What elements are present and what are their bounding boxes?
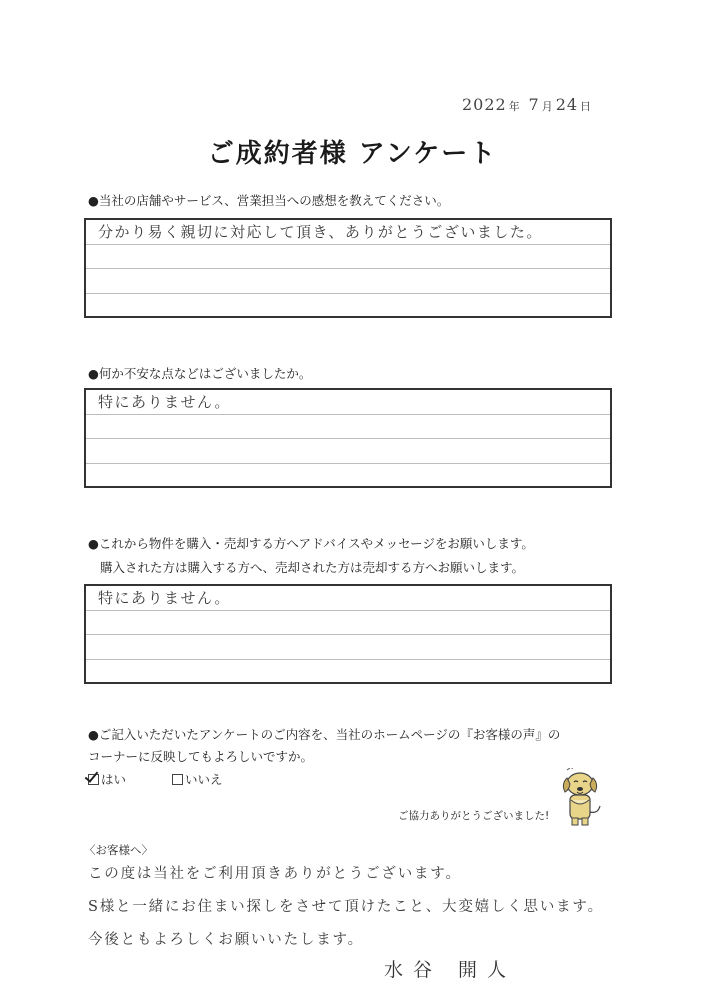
survey-date	[462, 95, 594, 114]
answer-box-2	[84, 388, 612, 488]
consent-question	[88, 724, 560, 768]
answer-box-1	[84, 218, 612, 318]
question-2-label: ●何か不安な点などはございましたか。	[88, 366, 312, 381]
question-1-label: ●当社の店舗やサービス、営業担当への感想を教えてください。	[88, 193, 450, 208]
consent-option-yes[interactable]	[88, 770, 126, 788]
question-3-label: ●これから物件を購入・売却する方へアドバイスやメッセージをお願いします。	[88, 536, 534, 551]
consent-line-2: コーナーに反映してもよろしいですか。	[88, 749, 314, 764]
consent-option-no[interactable]	[172, 770, 223, 788]
date-month: 7	[528, 95, 540, 114]
checkbox-yes[interactable]	[88, 774, 99, 785]
date-day: 24	[555, 95, 579, 114]
dog-mascot-icon	[558, 768, 606, 830]
checkbox-no[interactable]	[172, 774, 183, 785]
answer-1-text: 分かり易く親切に対応して頂き、ありがとうございました。	[98, 223, 543, 241]
consent-option-no-label: いいえ	[185, 772, 223, 787]
answer-3-text: 特にありません。	[98, 589, 231, 607]
date-month-unit: 月	[541, 100, 554, 113]
customer-message-heading: 〈お客様へ〉	[84, 843, 153, 857]
answer-box-3	[84, 584, 612, 684]
staff-signature: 水谷 開人	[384, 959, 517, 981]
date-day-unit: 日	[580, 100, 593, 113]
thanks-message: ご協力ありがとうございました!	[398, 810, 550, 822]
customer-message-line-2: S様と一緒にお住まい探しをさせて頂けたこと、大変嬉しく思います。	[88, 899, 604, 915]
customer-message-line-3: 今後ともよろしくお願いいたします。	[88, 932, 364, 948]
customer-message-line-1: この度は当社をご利用頂きありがとうございます。	[88, 866, 462, 882]
date-year: 2022	[462, 95, 507, 114]
consent-option-yes-label: はい	[101, 772, 127, 787]
date-year-unit: 年	[508, 100, 521, 113]
page-title: ご成約者様 アンケート	[207, 139, 498, 169]
consent-line-1: ●ご記入いただいたアンケートのご内容を、当社のホームページの『お客様の声』の	[88, 727, 561, 742]
question-3-sublabel: 購入された方は購入する方へ、売却された方は売却する方へお願いします。	[100, 560, 525, 575]
answer-2-text: 特にありません。	[98, 393, 231, 411]
